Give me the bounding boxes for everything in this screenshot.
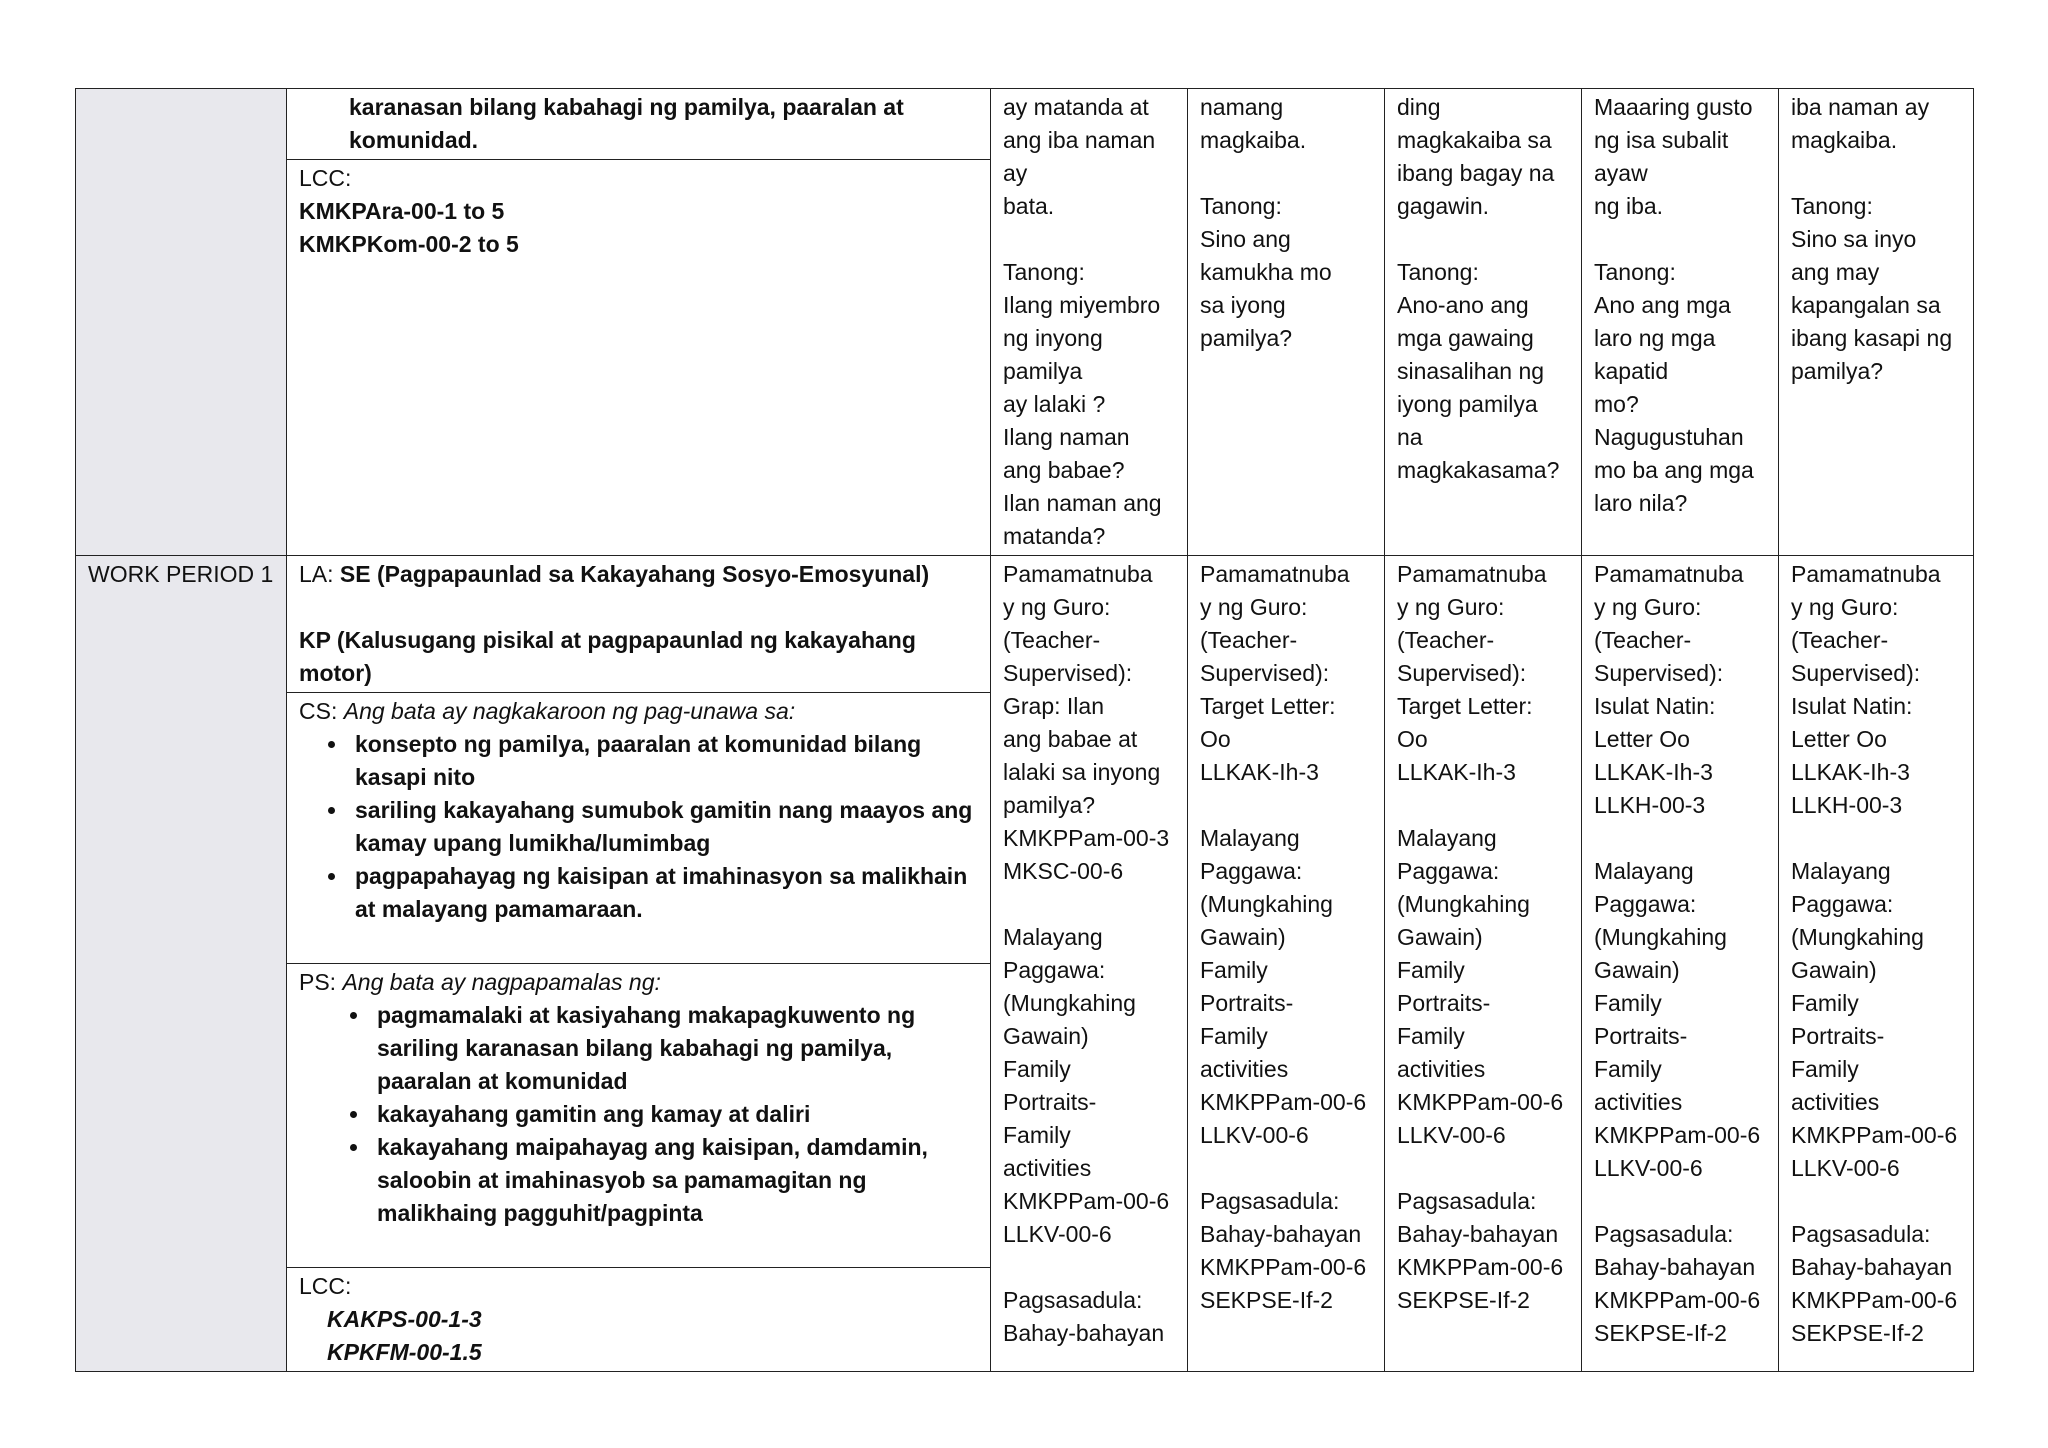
- top-lcc-label: LCC:: [299, 165, 352, 192]
- top-lcc-cell: [287, 160, 991, 556]
- day-4-cell: Maaaring gusto ng isa subalit ayaw ng iba. Tanong: Ano ang mga laro ng mga kapatid mo? Nagugustuhan mo ba ang mga laro nila?: [1582, 89, 1779, 556]
- ps-cell: [287, 964, 991, 1268]
- la-area-2: KP (Kalusugang pisikal at pagpapaunlad ng kakayahang motor): [299, 627, 916, 686]
- top-lcc-code: KMKPKom-00-2 to 5: [299, 231, 519, 258]
- ps-prefix: PS:: [299, 969, 337, 995]
- cs-prefix: CS:: [299, 698, 338, 724]
- wp-day-4-cell: Pamamatnuba y ng Guro: (Teacher- Supervised): Isulat Natin: Letter Oo LLKAK-Ih-3 LLKH-00-3 Malayang Paggawa: (Mungkahing Gawain) Family Portraits- Family activities KMKPPam-00-6 LLKV-00-6 Pagsasadula: Bahay-bahayan KMKPPam-00-6 SEKPSE-If-2: [1582, 556, 1779, 1372]
- la-prefix: LA:: [299, 561, 334, 587]
- ps-item: • kakayahang maipahayag ang kaisipan, damdamin, saloobin at imahinasyob sa pamamagitan ng malikhaing pagguhit/pagpinta: [371, 1131, 978, 1230]
- period-label: WORK PERIOD 1: [88, 561, 274, 587]
- row-continued: [76, 89, 1974, 160]
- wp-day-5-cell: Pamamatnuba y ng Guro: (Teacher- Supervised): Isulat Natin: Letter Oo LLKAK-Ih-3 LLKH-00-3 Malayang Paggawa: (Mungkahing Gawain) Family Portraits- Family activities KMKPPam-00-6 LLKV-00-6 Pagsasadula: Bahay-bahayan KMKPPam-00-6 SEKPSE-If-2: [1779, 556, 1974, 1372]
- cs-cell: [287, 693, 991, 964]
- cs-list: [299, 728, 978, 926]
- ps-item: • pagmamalaki at kasiyahang makapagkuwento ng sariling karanasan bilang kabahagi ng pamilya, paaralan at komunidad: [371, 999, 978, 1098]
- la-area-1: SE (Pagpapaunlad sa Kakayahang Sosyo-Emosyunal): [339, 561, 930, 587]
- continued-text-cell: [287, 89, 991, 160]
- wp-day-1-cell: Pamamatnuba y ng Guro: (Teacher- Supervised): Grap: Ilan ang babae at lalaki sa inyong pamilya? KMKPPam-00-3 MKSC-00-6 Malayang Paggawa: (Mungkahing Gawain) Family Portraits- Family activities KMKPPam-00-6 LLKV-00-6 Pagsasadula: Bahay-bahayan: [991, 556, 1188, 1372]
- wp-lcc-cell: [287, 1268, 991, 1372]
- wp-lcc-code: KAKPS-00-1-3: [327, 1306, 482, 1332]
- la-cell: [287, 556, 991, 693]
- wp-lcc-label: LCC:: [299, 1273, 352, 1299]
- ps-intro: Ang bata ay nagpapamalas ng:: [342, 969, 661, 995]
- cs-item: • pagpapahayag ng kaisipan at imahinasyon sa malikhain at malayang pamamaraan.: [349, 860, 978, 926]
- cs-item: • sariling kakayahang sumubok gamitin nang maayos ang kamay upang lumikha/lumimbag: [349, 794, 978, 860]
- wp-day-2-cell: Pamamatnuba y ng Guro: (Teacher- Supervised): Target Letter: Oo LLKAK-Ih-3 Malayang Paggawa: (Mungkahing Gawain) Family Portraits- Family activities KMKPPam-00-6 LLKV-00-6 Pagsasadula: Bahay-bahayan KMKPPam-00-6 SEKPSE-If-2: [1188, 556, 1385, 1372]
- cs-item: • konsepto ng pamilya, paaralan at komunidad bilang kasapi nito: [349, 728, 978, 794]
- ps-item: • kakayahang gamitin ang kamay at daliri: [371, 1098, 978, 1131]
- day-1-cell: ay matanda at ang iba naman ay bata. Tanong: Ilang miyembro ng inyong pamilya ay lalaki ? Ilang naman ang babae? Ilan naman ang matanda?: [991, 89, 1188, 556]
- wp-lcc-code: KPKFM-00-1.5: [327, 1339, 482, 1365]
- period-label-cell-empty: [76, 89, 287, 556]
- day-3-cell: ding magkakaiba sa ibang bagay na gagawin. Tanong: Ano-ano ang mga gawaing sinasalihan ng iyong pamilya na magkakasama?: [1385, 89, 1582, 556]
- ps-list: [299, 999, 978, 1230]
- day-2-cell: namang magkaiba. Tanong: Sino ang kamukha mo sa iyong pamilya?: [1188, 89, 1385, 556]
- period-label-cell: [76, 556, 287, 1372]
- lesson-plan-table: [75, 88, 1974, 1372]
- row-la: [76, 556, 1974, 693]
- cs-intro: Ang bata ay nagkakaroon ng pag-unawa sa:: [343, 698, 796, 724]
- continued-text: karanasan bilang kabahagi ng pamilya, paaralan at komunidad.: [349, 94, 904, 153]
- top-lcc-code: KMKPAra-00-1 to 5: [299, 198, 505, 225]
- wp-day-3-cell: Pamamatnuba y ng Guro: (Teacher- Supervised): Target Letter: Oo LLKAK-Ih-3 Malayang Paggawa: (Mungkahing Gawain) Family Portraits- Family activities KMKPPam-00-6 LLKV-00-6 Pagsasadula: Bahay-bahayan KMKPPam-00-6 SEKPSE-If-2: [1385, 556, 1582, 1372]
- day-5-cell: iba naman ay magkaiba. Tanong: Sino sa inyo ang may kapangalan sa ibang kasapi ng pamilya?: [1779, 89, 1974, 556]
